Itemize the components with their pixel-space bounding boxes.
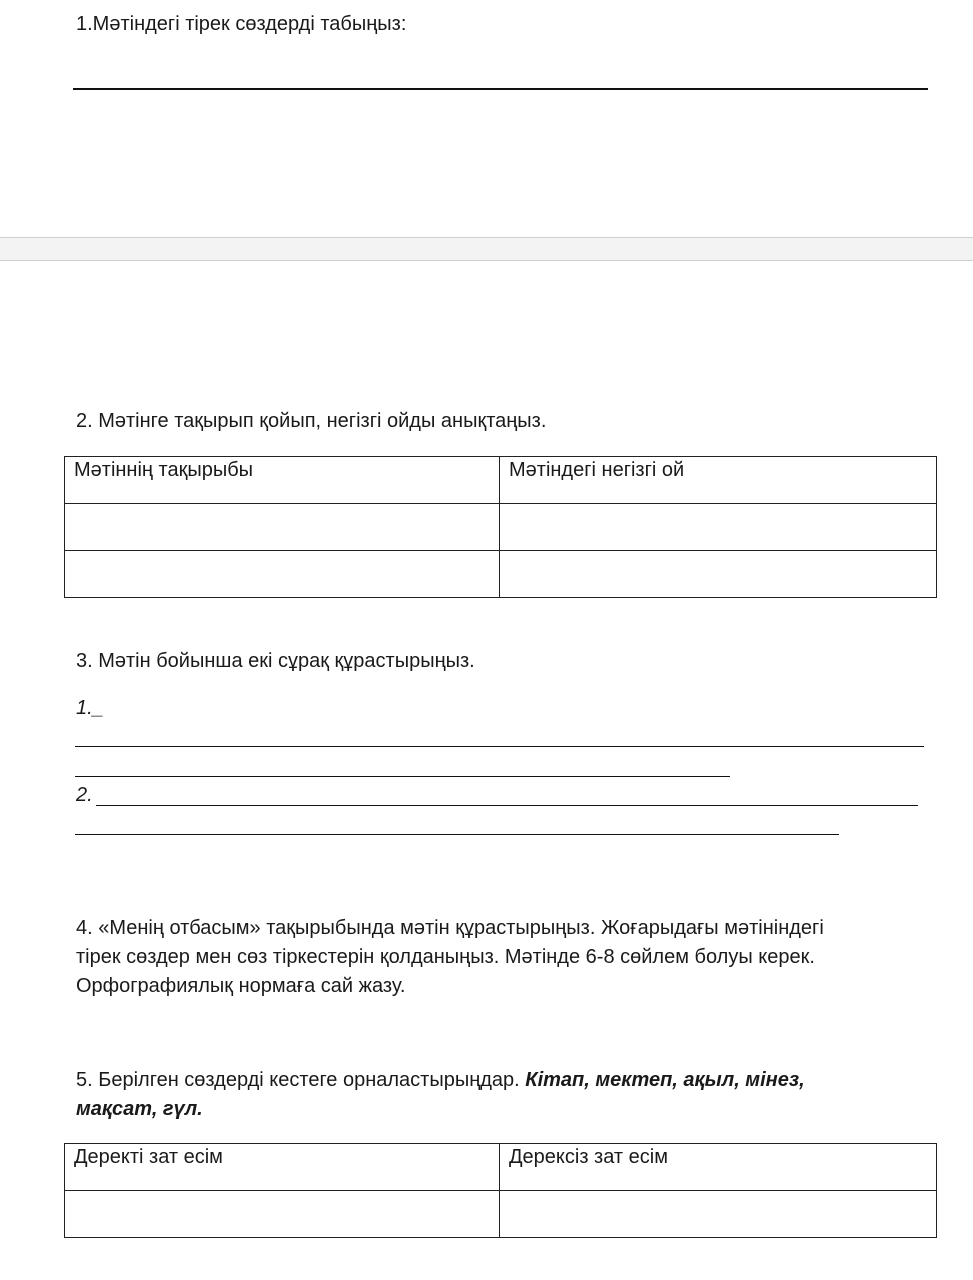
task2-header-topic: Мәтіннің тақырыбы <box>65 457 500 504</box>
task1-heading: 1.Мәтіндегі тірек сөздерді табыңыз: <box>76 13 407 35</box>
task5-cell-concrete <box>65 1191 500 1238</box>
task5-heading-cont <box>76 1095 203 1124</box>
task2-table <box>64 456 937 598</box>
task3-question-1-label: 1._ <box>76 697 104 719</box>
task2-cell-topic-1 <box>65 504 500 551</box>
task5-word-list-1: Кітап, мектеп, ақыл, мінез, <box>525 1069 805 1091</box>
task5-heading-text: 5. Берілген сөздерді кестеге орналастырыңдар. <box>76 1069 526 1091</box>
task5-header-concrete: Деректі зат есім <box>65 1144 500 1191</box>
task3-question-2-label: 2. <box>76 784 93 806</box>
task3-answer-line-2a <box>96 805 918 806</box>
task5-word-list-2: мақсат, гүл. <box>76 1098 203 1120</box>
task2-cell-idea-2 <box>500 551 937 598</box>
task4-line-1: 4. «Менің отбасым» тақырыбында мәтін құрастырыңыз. Жоғарыдағы мәтініндегі <box>76 917 824 939</box>
task2-header-main-idea: Мәтіндегі негізгі ой <box>500 457 937 504</box>
task3-heading: 3. Мәтін бойынша екі сұрақ құрастырыңыз. <box>76 650 475 672</box>
task2-heading: 2. Мәтінге тақырып қойып, негізгі ойды анықтаңыз. <box>76 410 547 432</box>
task3-answer-line-2b <box>75 834 839 835</box>
task3-answer-line-1a <box>75 746 924 747</box>
task3-answer-line-1b <box>75 776 730 777</box>
task2-cell-idea-1 <box>500 504 937 551</box>
task5-header-abstract: Дерексіз зат есім <box>500 1144 937 1191</box>
page-break-band <box>0 237 973 261</box>
task4-line-2: тірек сөздер мен сөз тіркестерін қолданыңыз. Мәтінде 6-8 сөйлем болуы керек. <box>76 946 815 968</box>
task4-line-3: Орфографиялық нормаға сай жазу. <box>76 975 406 997</box>
task5-cell-abstract <box>500 1191 937 1238</box>
task5-heading <box>76 1066 805 1095</box>
task5-table <box>64 1143 937 1238</box>
task2-cell-topic-2 <box>65 551 500 598</box>
task1-answer-line <box>73 88 928 90</box>
